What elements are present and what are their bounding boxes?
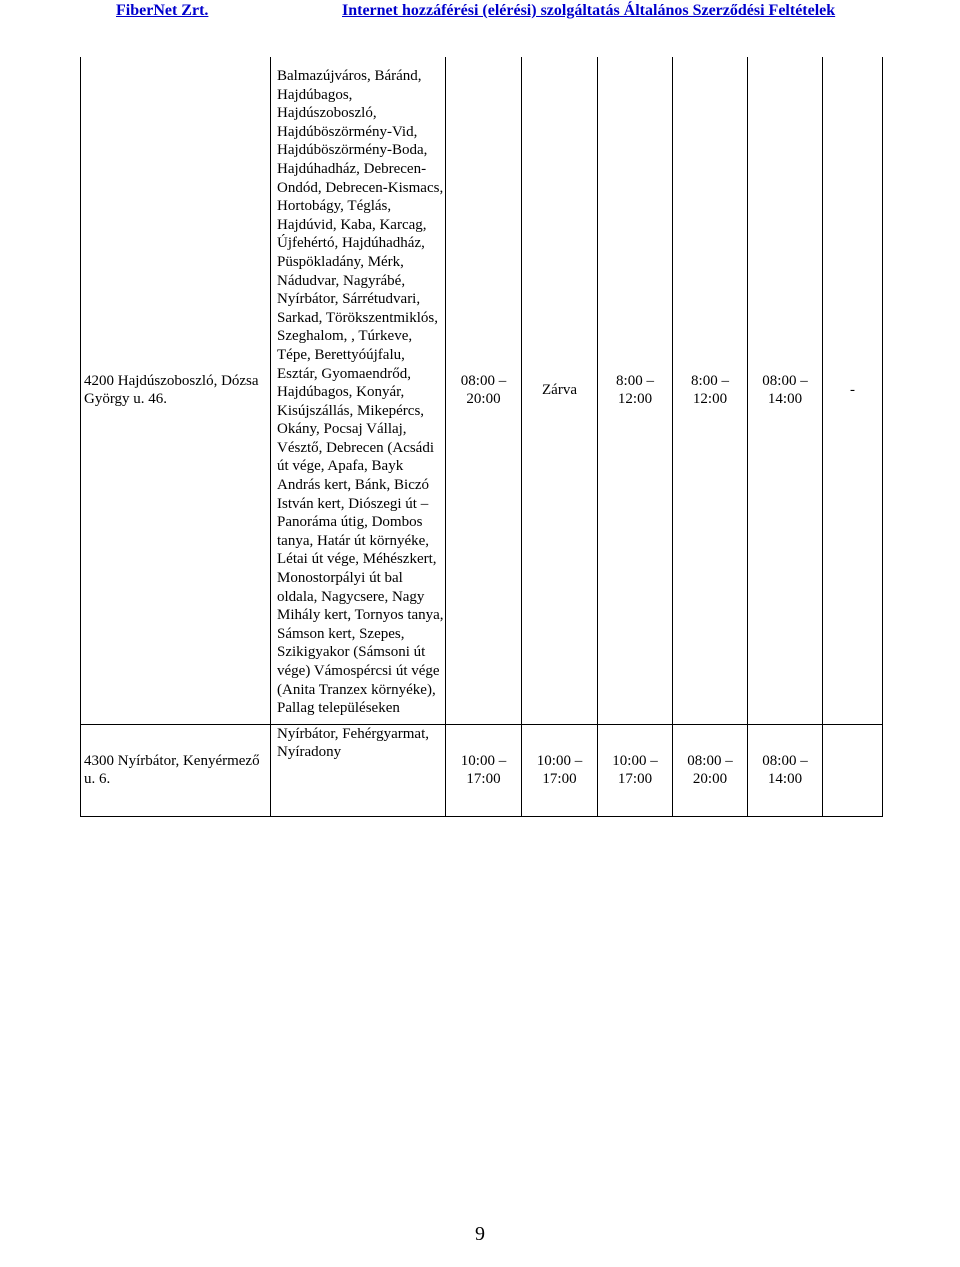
hours-cell: 10:00 – 17:00 <box>522 724 598 816</box>
hours-cell: Zárva <box>522 57 598 724</box>
hours-cell: 10:00 – 17:00 <box>446 724 522 816</box>
service-schedule-table <box>80 57 883 817</box>
table-row <box>81 724 883 816</box>
header-company: FiberNet Zrt. <box>116 2 209 19</box>
towns-cell: Nyírbátor, Fehérgyarmat, Nyíradony <box>271 724 446 816</box>
hours-cell: 10:00 – 17:00 <box>598 724 673 816</box>
hours-cell: 08:00 – 14:00 <box>748 57 823 724</box>
page-header <box>0 0 960 24</box>
hours-cell: 08:00 – 20:00 <box>673 724 748 816</box>
header-title-text: Internet hozzáférési (elérési) szolgáltatás Általános Szerződési Feltételek <box>342 2 836 19</box>
hours-cell: 8:00 – 12:00 <box>673 57 748 724</box>
hours-cell: 08:00 – 14:00 <box>748 724 823 816</box>
header-title <box>210 2 835 20</box>
hours-cell: - <box>823 57 883 724</box>
towns-cell: Balmazújváros, Báránd, Hajdúbagos, Hajdúszoboszló, Hajdúböszörmény-Vid, Hajdúböszörmény-Boda, Hajdúhadház, Debrecen-Ondód, Debrecen-Kismacs, Hortobágy, Téglás, Hajdúvid, Kaba, Karcag, Újfehértó, Hajdúhadház, Püspökladány, Mérk, Nádudvar, Nagyrábé, Nyírbátor, Sárrétudvari, Sarkad, Törökszentmiklós, Szeghalom, , Túrkeve, Tépe, Berettyóújfalu, Esztár, Gyomaendrőd, Hajdúbagos, Konyár, Kisújszállás, Mikepércs, Okány, Pocsaj Vállaj, Vésztő, Debrecen (Acsádi út vége, Apafa, Bayk András kert, Bánk, Biczó István kert, Diószegi út – Panoráma útig, Dombos tanya, Határ út környéke, Létai út vége, Méhészkert, Monostorpályi út bal oldala, Nagycsere, Nagy Mihály kert, Tornyos tanya, Sámson kert, Szepes, Szikigyakor (Sámsoni út vége) Vámospércsi út vége (Anita Tranzex környéke), Pallag településeken <box>271 57 446 724</box>
page-number: 9 <box>475 1223 485 1245</box>
address-cell: 4300 Nyírbátor, Kenyérmező u. 6. <box>81 724 271 816</box>
hours-cell: 8:00 – 12:00 <box>598 57 673 724</box>
address-cell: 4200 Hajdúszoboszló, Dózsa György u. 46. <box>81 57 271 724</box>
hours-cell <box>823 724 883 816</box>
table-row <box>81 57 883 724</box>
hours-cell: 08:00 – 20:00 <box>446 57 522 724</box>
